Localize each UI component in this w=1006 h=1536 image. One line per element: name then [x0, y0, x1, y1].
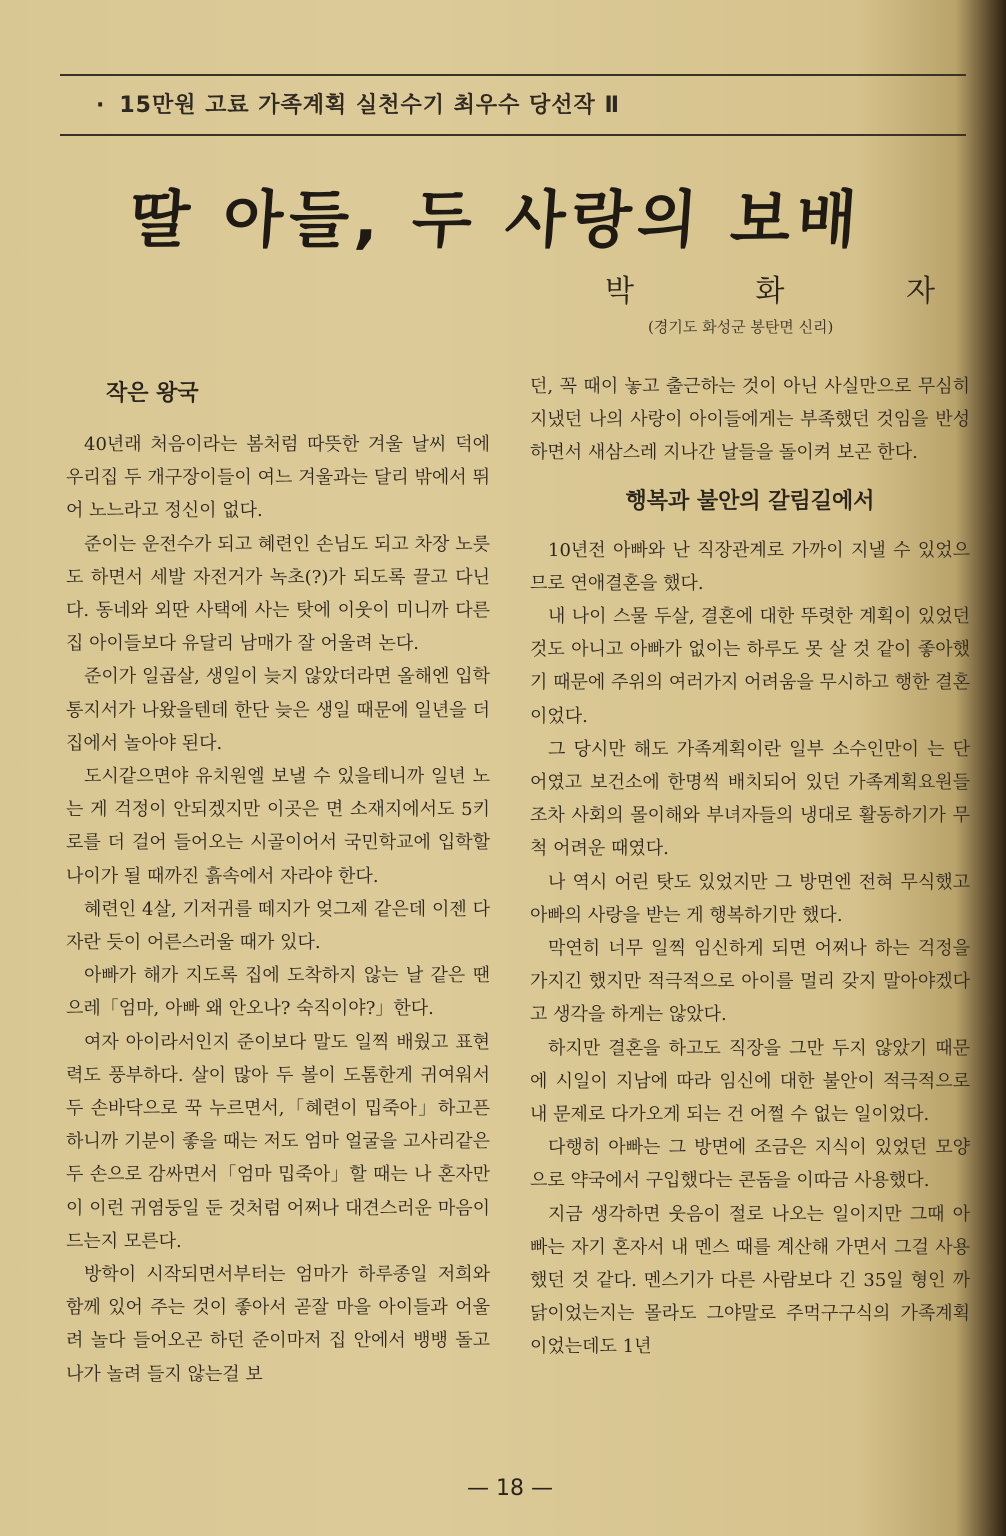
body-paragraph: 막연히 너무 일찍 임신하게 되면 어쩌나 하는 걱정을 가지긴 했지만 적극적으로 아이를 멀리 갖지 말아야겠다고 생각을 하게는 않았다.	[530, 938, 970, 1026]
body-paragraph: 나 역시 어린 탓도 있었지만 그 방면엔 전혀 무식했고 아빠의 사랑을 받는 게 행복하기만 했다.	[530, 871, 970, 926]
body-paragraph: 하지만 결혼을 하고도 직장을 그만 두지 않았기 때문에 시일이 지남에 따라 임신에 대한 불안이 적극적으로 내 문제로 다가오게 되는 건 어쩔 수 없는 일이었다.	[530, 1037, 970, 1126]
body-paragraph: 준이는 운전수가 되고 혜련인 손님도 되고 차장 노릇도 하면서 세발 자전거가 녹초(?)가 되도록 끌고 다닌다. 동네와 외딴 사택에 사는 탓에 이웃이 미니까 다른 집 아이들보다 유달리 남매가 잘 어울려 논다.	[66, 533, 490, 655]
section-heading-small-kingdom: 작은 왕국	[106, 381, 199, 406]
body-paragraph: 여자 아이라서인지 준이보다 말도 일찍 배웠고 표현력도 풍부하다. 살이 많아 두 볼이 도톰한게 귀여워서 두 손바닥으로 꾹 누르면서,「혜련이 밉죽아」하고픈 하니까 기분이 좋을 때는 저도 엄마 얼굴을 고사리같은 두 손으로 감싸면서「엄마 밉죽아」할 때는 나 혼자만이 이런 귀염둥일 둔 것처럼 어쩌나 대견스러운 마음이 드는지 모른다.	[66, 1031, 490, 1252]
series-bullet: ·	[96, 93, 106, 118]
author-name	[605, 266, 935, 310]
header-bottom-rule	[60, 134, 966, 136]
article-title: 딸 아들, 두 사랑의 보배	[127, 183, 866, 256]
series-title	[96, 88, 956, 119]
body-paragraph-continued: 던, 꼭 때이 놓고 출근하는 것이 아닌 사실만으로 무심히 지냈던 나의 사랑이 아이들에게는 부족했던 것임을 반성하면서 새삼스레 지나간 날들을 돌이켜 보곤 한다.	[530, 376, 970, 464]
body-paragraph: 준이가 일곱살, 생일이 늦지 않았더라면 올해엔 입학 통지서가 나왔을텐데 한단 늦은 생일 때문에 일년을 더 집에서 놀아야 된다.	[66, 666, 490, 754]
left-column	[66, 370, 490, 1391]
author-char: 박	[605, 274, 634, 309]
author-char: 화	[755, 274, 785, 309]
body-paragraph: 지금 생각하면 웃음이 절로 나오는 일이지만 그때 아빠는 자기 혼자서 내 멘스 때를 계산해 가면서 그걸 사용했던 것 같다. 멘스기가 다른 사람보다 긴 35일 형인 까닭이었는지는 몰라도 그야말로 주먹구구식의 가족계획이었는데도 1년	[530, 1203, 970, 1358]
body-paragraph: 그 당시만 해도 가족계획이란 일부 소수인만이 는 단어였고 보건소에 한명씩 배치되어 있던 가족계획요원들조차 사회의 몰이해와 부녀자들의 냉대로 활동하기가 무척 어려운 때였다.	[530, 738, 970, 860]
body-paragraph: 10년전 아빠와 난 직장관계로 가까이 지낼 수 있었으므로 연애결혼을 했다.	[530, 539, 970, 594]
author-affiliation: (경기도 화성군 봉탄면 신리)	[648, 318, 834, 336]
section-heading-crossroads: 행복과 불안의 갈림길에서	[625, 488, 875, 514]
body-paragraph: 아빠가 해가 지도록 집에 도착하지 않는 날 같은 땐 으레「엄마, 아빠 왜 안오나? 숙직이야?」한다.	[66, 965, 490, 1020]
author-char: 자	[906, 274, 935, 309]
body-paragraph: 다행히 아빠는 그 방면에 조금은 지식이 있었던 모양으로 약국에서 구입했다는 콘돔을 이따금 사용했다.	[530, 1137, 970, 1192]
series-title-text: 15만원 고료 가족계획 실천수기 최우수 당선작 Ⅱ	[119, 93, 620, 118]
page-number: — 18 —	[467, 1476, 553, 1501]
body-paragraph: 40년래 처음이라는 봄처럼 따뜻한 겨울 날씨 덕에 우리집 두 개구장이들이 여느 겨울과는 달리 밖에서 뛰어 노느라고 정신이 없다.	[66, 434, 490, 522]
right-column	[530, 370, 970, 1364]
header-top-rule	[60, 74, 966, 76]
body-paragraph: 혜련인 4살, 기저귀를 떼지가 엊그제 같은데 이젠 다 자란 듯이 어른스러울 때가 있다.	[66, 898, 490, 954]
body-paragraph: 방학이 시작되면서부터는 엄마가 하루종일 저희와 함께 있어 주는 것이 좋아서 곧잘 마을 아이들과 어울려 놀다 들어오곤 하던 준이마저 집 안에서 뱅뱅 돌고 나가 놀려 들지 않는걸 보	[66, 1264, 490, 1385]
body-paragraph: 도시같으면야 유치원엘 보낼 수 있을테니까 일년 노는 게 걱정이 안되겠지만 이곳은 면 소재지에서도 5키로를 더 걸어 들어오는 시골이어서 국민학교에 입학할 나이가 될 때까진 흙속에서 자라야 한다.	[66, 766, 490, 887]
body-paragraph: 내 나이 스물 두살, 결혼에 대한 뚜렷한 계획이 있었던 것도 아니고 아빠가 없이는 하루도 못 살 것 같이 좋아했기 때문에 주위의 여러가지 어려움을 무시하고 행한 결혼이었다.	[530, 606, 970, 727]
